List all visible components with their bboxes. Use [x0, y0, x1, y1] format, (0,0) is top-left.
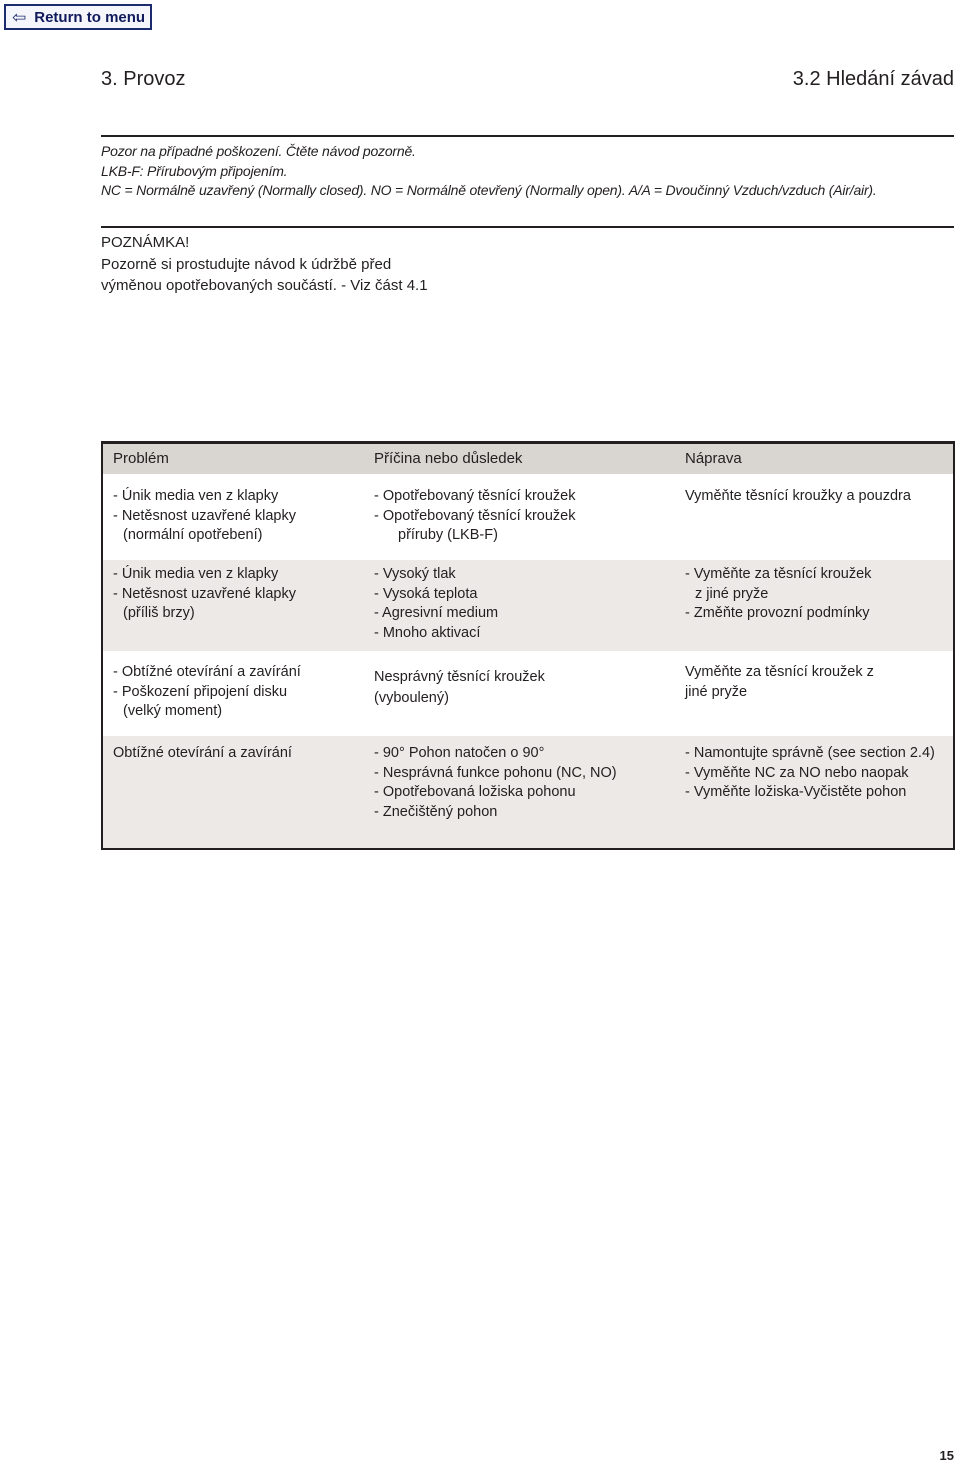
warning-text: [101, 142, 877, 201]
section-title: 3. Provoz: [101, 68, 186, 90]
divider-top: [101, 135, 954, 137]
note-line: výměnou opotřebovaných součástí. - Viz část 4.1: [101, 277, 428, 294]
warning-line: LKB-F: Přírubovým připojením.: [101, 162, 288, 179]
table-cell-problem: - Obtížné otevírání a zavírání - Poškození připojení disku (velký moment): [113, 664, 301, 720]
warning-line: Pozor na případné poškození. Čtěte návod pozorně.: [101, 143, 416, 159]
troubleshooting-table: [101, 441, 955, 850]
warning-line: NC = Normálně uzavřený (Normally closed). NO = Normálně otevřený (Normally open). A/A = Dvoučinný Vzduch/vzduch (Air/air).: [101, 182, 877, 198]
arrow-left-icon: ⇦: [12, 7, 27, 27]
table-cell-cause: - Vysoký tlak - Vysoká teplota - Agresivní medium - Mnoho aktivací: [374, 566, 499, 641]
table-cell-cause: Nesprávný těsnící kroužek (vyboulený): [374, 669, 545, 706]
return-to-menu-label: Return to menu: [34, 8, 146, 26]
table-cell-problem: - Únik media ven z klapky - Netěsnost uzavřené klapky (normální opotřebení): [113, 488, 296, 544]
return-to-menu-button[interactable]: [4, 4, 152, 30]
table-header: [103, 444, 953, 474]
table-cell-remedy: - Vyměňte za těsnící kroužek z jiné pryže - Změňte provozní podmínky: [685, 566, 872, 622]
table-cell-problem: - Únik media ven z klapky - Netěsnost uzavřené klapky (příliš brzy): [113, 566, 296, 622]
table-cell-cause: - 90° Pohon natočen o 90° - Nesprávná funkce pohonu (NC, NO) - Opotřebovaná ložiska pohonu - Znečištěný pohon: [374, 745, 617, 820]
table-cell-remedy: Vyměňte za těsnící kroužek z jiné pryže: [685, 664, 874, 700]
subsection-title: 3.2 Hledání závad: [792, 68, 954, 90]
table-cell-remedy: Vyměňte těsnící kroužky a pouzdra: [685, 488, 911, 504]
header-cause: Příčina nebo důsledek: [374, 450, 523, 467]
table-cell-remedy: - Namontujte správně (see section 2.4) - Vyměňte NC za NO nebo naopak - Vyměňte ložiska-Vyčistěte pohon: [685, 745, 935, 801]
table-cell-problem: Obtížné otevírání a zavírání: [113, 745, 292, 761]
note-title: POZNÁMKA!: [101, 234, 190, 251]
note-body: [101, 254, 428, 296]
note-line: Pozorně si prostudujte návod k údržbě před: [101, 256, 392, 273]
header-problem: Problém: [113, 450, 169, 467]
divider-note: [101, 226, 954, 228]
table-cell-cause: - Opotřebovaný těsnící kroužek - Opotřebovaný těsnící kroužek příruby (LKB-F): [374, 488, 576, 544]
page-number: 15: [939, 1448, 954, 1463]
header-remedy: Náprava: [685, 450, 742, 467]
